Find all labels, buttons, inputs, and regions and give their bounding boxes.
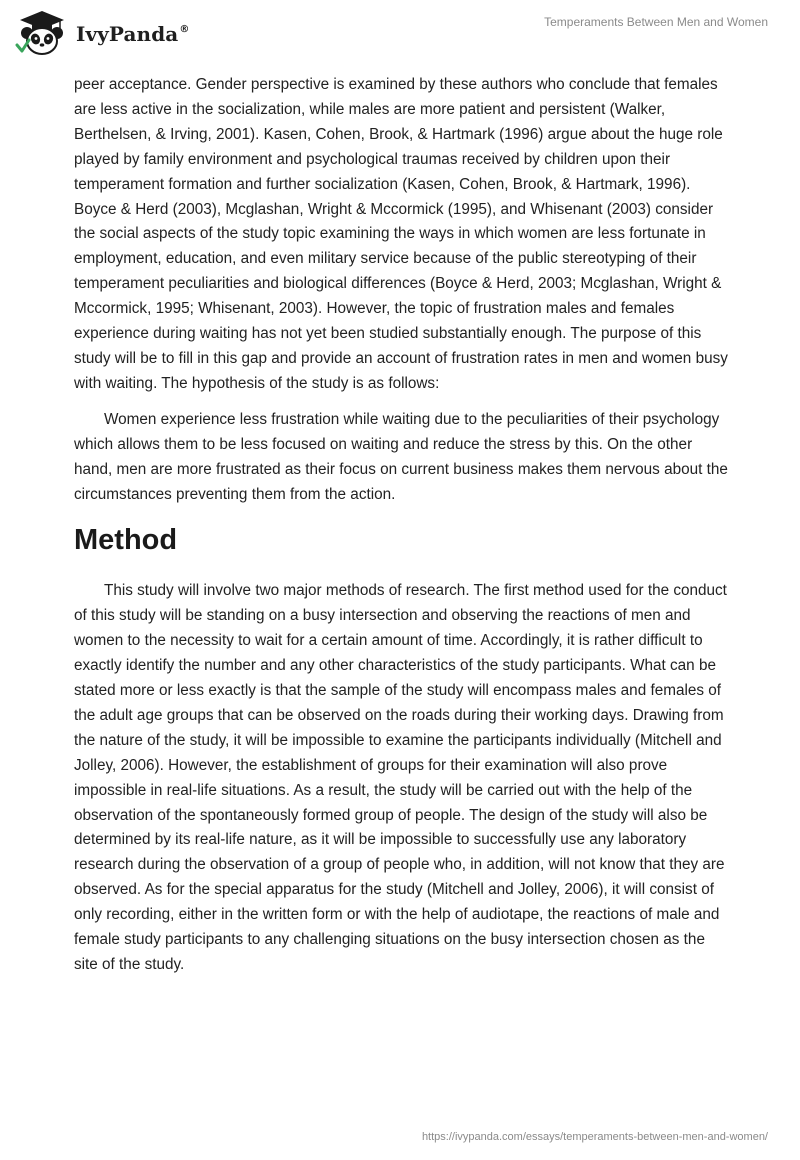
method-paragraph: This study will involve two major methods of research. The first method used for the conduct of this study will be standing on a busy intersection and observing the reactions of men and women to the necessity to wait for a certain amount of time. Accordingly, it is rather difficult to exactly identify the number and any other characteristics of the study participants. What can be stated more or less exactly is that the sample of the study will encompass males and females of the adult age groups that can be observed on the roads during their working days. Drawing from the nature of the study, it will be impossible to examine the participants individually (Mitchell and Jolley, 2006). However, the establishment of groups for their examination will also prove impossible in real-life situations. As a result, the study will be carried out with the help of the observation of the spontaneously formed group of people. The design of the study will also be determined by its real-life nature, as it will be impossible to successfully use any laboratory research during the observation of a group of people who, in addition, will not know that they are observed. As for the special apparatus for the study (Mitchell and Jolley, 2006), it will consist of only recording, either in the written form or with the help of audiotape, the reactions of male and female study participants to any challenging situations on the busy intersection chosen as the site of the study. [74, 582, 727, 973]
hypothesis-paragraph: Women experience less frustration while waiting due to the peculiarities of their psychology which allows them to be less focused on waiting and reduce the stress by this. On the other hand, men are more frustrated as their focus on current business makes them nervous about the circumstances preventing them from the action. [74, 410, 728, 503]
page-header [0, 0, 800, 60]
essay-body [74, 73, 728, 978]
registered-mark: ® [179, 24, 190, 35]
source-url[interactable]: https://ivypanda.com/essays/temperaments-between-men-and-women/ [421, 1131, 768, 1143]
panda-logo-icon [14, 9, 70, 57]
brand-name: IvyPanda® [76, 22, 190, 46]
brand-logo[interactable] [14, 9, 189, 57]
document-title: Temperaments Between Men and Women [544, 15, 768, 29]
body-paragraph: peer acceptance. Gender perspective is examined by these authors who conclude that females are less active in the socialization, while males are more patient and persistent (Walker, Berthelsen, & Irving, 2001). Kasen, Cohen, Brook, & Hartmark (1996) argue about the huge role played by family environment and psychological traumas received by children upon their temperament formation and further socialization (Kasen, Cohen, Brook, & Hartmark, 1996). Boyce & Herd (2003), Mcglashan, Wright & Mccormick (1995), and Whisenant (2003) consider the social aspects of the study topic examining the ways in which women are less fortunate in employment, education, and even military service because of the public stereotyping of their temperament peculiarities and biological differences (Boyce & Herd, 2003; Mcglashan, Wright & Mccormick, 1995; Whisenant, 2003). However, the topic of frustration males and females experience during waiting has not yet been studied substantially enough. The purpose of this study will be to fill in this gap and provide an account of frustration rates in men and women busy with waiting. The hypothesis of the study is as follows: [74, 76, 728, 392]
section-heading-method: Method [74, 524, 178, 557]
